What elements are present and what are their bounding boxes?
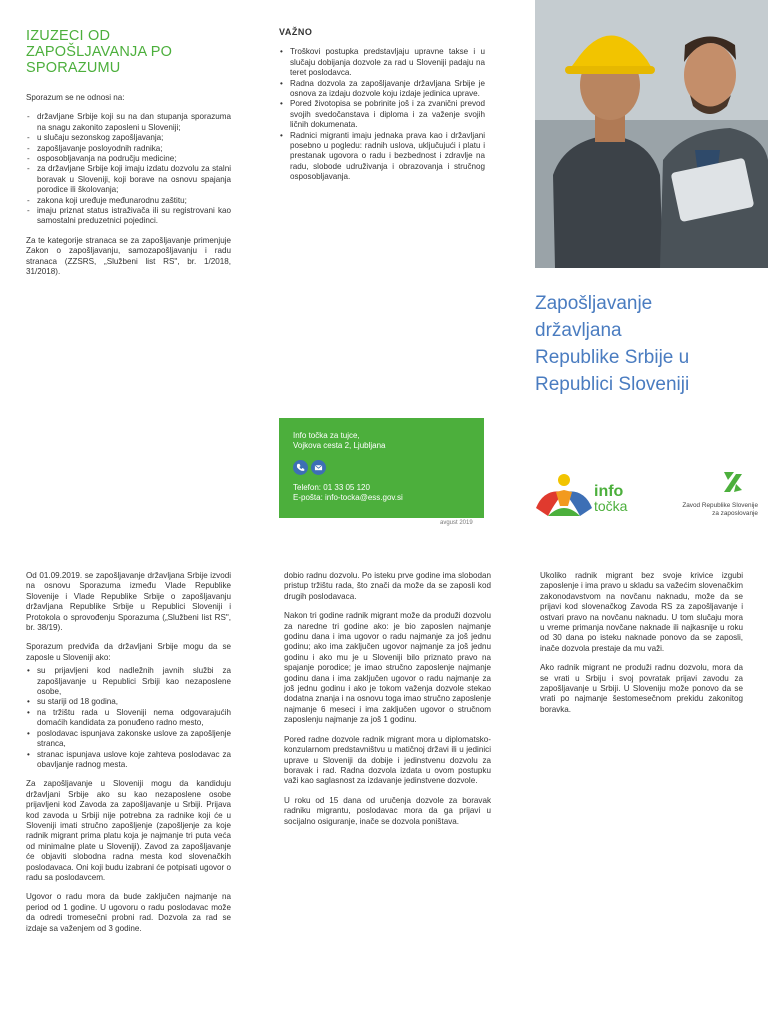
paragraph: dobio radnu dozvolu. Po isteku prve godine ima slobodan pristup tržištu rada, što znači da može da se zaposli kod drugih poslodavaca.	[284, 571, 491, 601]
paragraph: Nakon tri godine radnik migrant može da produži dozvolu za naredne tri godine ako: je bio zaposlen najmanje godinu dana i ima ugovor o radu najmanje za još jednu godinu; ako ima zaključen ugovor najmanje za još jednu godinu i ako mu je u Sloveniji bilo priznato pravo na spajanje porodice; je imao stručno zaposlenje najmanje godinu dana i ima zaključen ugovor o radu najmanje za još jednu godinu i ako je tokom važenja dozvole stekao dodatna znanja i na osnovu toga imao stručno zaposlenje najmanje 6 meseci i ima zaključen ugovor o stručnom zaposlenju najmanje za još 1 godinu.	[284, 611, 491, 725]
list-item: • stranac ispunjava uslove koje zahteva poslodavac za obavljanje radnog mesta.	[26, 750, 231, 771]
exceptions-section	[26, 28, 231, 287]
conditions-list	[26, 666, 231, 770]
contact-address: Vojkova cesta 2, Ljubljana	[293, 441, 386, 450]
paragraph: Za zapošljavanje u Sloveniji mogu da kandiduju državljani Srbije ako su kao nezaposlene osobe prijavljeni kod Zavoda za zapošljavanje u Srbiji. Prijava kod zavoda u Srbiji nije potrebna za radnike koji će u Sloveniji imati stručno zapošljenje (zapošljenje za koje radnik migrant prima platu koja je najmanje tri puta veća od minimalne plate u Sloveniji). Zavod za zapošljavanje će objaviti slobodna radna mesta kod slovenačkih poslodavaca. Oni koji budu izabrani će potpisati ugovor o radu sa poslodavcem.	[26, 779, 231, 882]
list-item: - državljane Srbije koji su na dan stupanja sporazuma na snagu zakonito zaposleni u Sloveniji;	[26, 112, 231, 133]
contact-phone: Telefon: 01 33 05 120	[293, 483, 370, 492]
list-item: • su prijavljeni kod nadležnih javnih službi za zapošljavanje u Republici Srbiji kao nezaposlene osobe,	[26, 666, 231, 697]
list-item: • Radnici migranti imaju jednaka prava kao i državljani posebno u pogledu: radnih uslova, uključujući i platu i prestanak ugovora o radu i bezbednost i zdravlje na radu, slobode udruživanja i obrazovanja i stručnog osposobljavanja.	[279, 131, 485, 183]
logo-tocka-text: točka	[594, 498, 628, 514]
important-section	[279, 27, 485, 192]
zavod-line1: Zavod Republike Slovenije	[682, 502, 758, 509]
list-item: - u slučaju sezonskog zapošljavanja;	[26, 133, 231, 143]
paragraph: Ako radnik migrant ne produži radnu dozvolu, mora da se vrati u Srbiju i svoj povratak prijavi zavodu za zapošljavanje u Srbiji. U Sloveniju može ponovo da se vrati po najmanje šestomesečnom prekidu zakonitog boravka.	[540, 663, 743, 714]
zavod-name	[652, 502, 758, 518]
bottom-middle-column	[284, 571, 491, 836]
zavod-logo-icon	[722, 470, 744, 494]
info-tocka-logo	[594, 484, 627, 514]
list-item: - osposobljavanja na području medicine;	[26, 154, 231, 164]
important-title: VAŽNO	[279, 27, 313, 37]
list-item: • poslodavac ispunjava zakonske uslove za zapošljenje stranca,	[26, 729, 231, 750]
contact-box	[279, 418, 484, 518]
list-item: • na tržištu rada u Sloveniji nema odgovarajućih domaćih kandidata za ponuđeno radno mesto,	[26, 708, 231, 729]
logo-info-text: info	[594, 483, 624, 500]
paragraph: Od 01.09.2019. se zapošljavanje državljana Srbije izvodi na osnovu Sporazuma između Vlade Republike Slovenije i Vlade Republike Srbije o zapošljavanju državljana Republike Srbije u Republici Sloveniji i Protokola o sprovođenju Sporazuma („Službeni list RS", br. 38/19).	[26, 571, 231, 633]
paragraph: U roku od 15 dana od uručenja dozvole za boravak radniku migrantu, poslodavac mora da ga prijavi u socijalno osiguranje, inače se dozvola poništava.	[284, 795, 491, 826]
list-item: • Radna dozvola za zapošljavanje državljana Srbije je osnova za izdaju dozvole koju izdaje jedinica uprave.	[279, 79, 485, 100]
info-tocka-logo-icon	[534, 470, 594, 520]
exceptions-title: IZUZECI OD ZAPOŠLJAVANJA PO SPORAZUMU	[26, 28, 173, 76]
list-item: - zakona koji uređuje međunarodnu zaštitu;	[26, 196, 231, 206]
title-line: državljana	[535, 320, 622, 341]
list-item: - za državljane Srbije koji imaju izdatu dozvolu za stalni boravak u Sloveniji, koji borave na osnovu spajanja porodice ili školovanja;	[26, 164, 231, 195]
paragraph: Pored radne dozvole radnik migrant mora u diplomatsko-konzularnom predstavništvu u matičnoj državi ili u jedinici uprave u Sloveniji da dobije i jedinstvenu dozvolu za boravak i rad. Radna dozvola izdata u ovom postupku važi kao saglasnost za izdavanje jedinstvene dozvole.	[284, 734, 491, 786]
important-list	[279, 47, 485, 182]
zavod-line2: za zaposlovanje	[712, 510, 758, 517]
contact-icons	[293, 460, 470, 475]
list-item: • Troškovi postupka predstavljaju upravne takse i u slučaju dobijanja dozvole za rad u Sloveniji padaju na teret poslodavca.	[279, 47, 485, 78]
list-item: - imaju priznat status istraživača ili su registrovani kao samostalni preduzetnici pojedinci.	[26, 206, 231, 227]
bottom-left-column	[26, 571, 231, 943]
title-line: Republike Srbije u	[535, 347, 690, 368]
paragraph: Sporazum predviđa da državljani Srbije mogu da se zaposle u Sloveniji ako:	[26, 642, 231, 662]
title-line: Zapošljavanje	[535, 293, 653, 314]
list-item: • Pored životopisa se pobrinite još i za zvanični prevod svojih svedočanstava i diploma i za važenje svojih ličnih dokumenata.	[279, 99, 485, 130]
paragraph: Ukoliko radnik migrant bez svoje krivice izgubi zaposlenje i ima pravo u skladu sa važećim slovenačkim zakonodavstvom na novčanu naknadu, može da se prijavi kod slovenačkog Zavoda RS za zapošljavanje i ostvari pravo na novčanu naknadu. U tom slučaju mora u vreme primanja novčane naknade ili najkasnije u roku od 30 dana po isteku naknade ponovo da se zaposli, inače dozvola prestaje da mu važi.	[540, 571, 743, 653]
list-item: • su stariji od 18 godina,	[26, 697, 231, 707]
brochure-title	[535, 290, 760, 398]
exceptions-outro: Za te kategorije stranaca se za zapošljavanje primenjuje Zakon o zapošljavanju, samozapošljavanju i radu stranaca (ZZSRS, „Službeni list RS", br. 1/2018, 31/2018).	[26, 235, 231, 277]
publication-date: avgust 2019	[440, 520, 473, 526]
title-line: Republici Sloveniji	[535, 374, 690, 395]
workers-photo	[535, 0, 768, 268]
bottom-right-column	[540, 571, 743, 724]
contact-email[interactable]: E-pošta: info-tocka@ess.gov.si	[293, 493, 403, 502]
email-icon	[311, 460, 326, 475]
contact-line1: Info točka za tujce,	[293, 431, 360, 440]
workers-illustration	[535, 0, 768, 268]
exceptions-intro: Sporazum se ne odnosi na:	[26, 93, 125, 102]
list-item: - zapošljavanje posloyodnih radnika;	[26, 144, 231, 154]
exceptions-list	[26, 112, 231, 226]
phone-icon	[293, 460, 308, 475]
paragraph: Ugovor o radu mora da bude zaključen najmanje na period od 1 godine. U ugovoru o radu poslodavac može da odredi tromesečni probni rad. Dozvola za rad se izdaje sa važenjem od 3 godine.	[26, 892, 231, 933]
